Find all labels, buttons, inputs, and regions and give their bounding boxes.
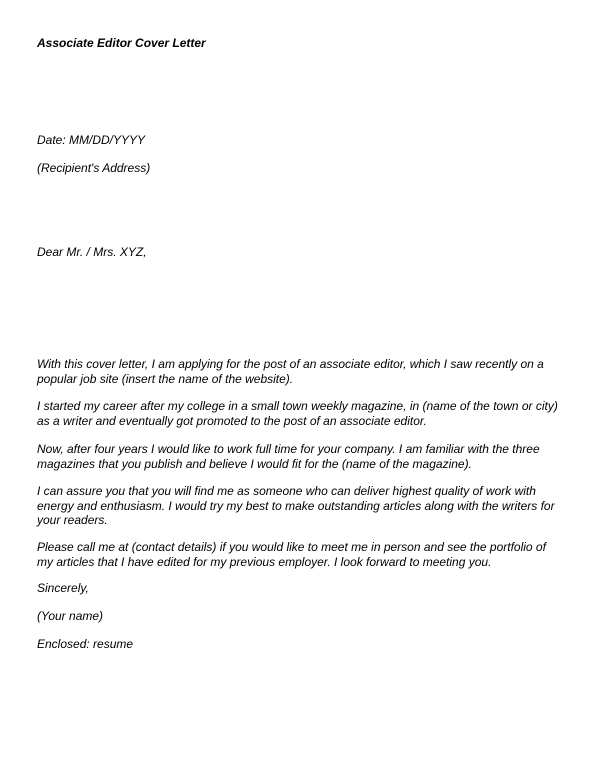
- paragraph-line: Please call me at (contact details) if you would like to meet me in person and see the portfolio of: [37, 540, 546, 554]
- paragraph-line: Now, after four years I would like to work full time for your company. I am familiar with the three: [37, 442, 540, 456]
- document-title: Associate Editor Cover Letter: [37, 36, 206, 50]
- paragraph-line: magazines that you publish and believe I would fit for the (name of the magazine).: [37, 456, 472, 471]
- paragraph-line: energy and enthusiasm. I would try my best to make outstanding articles along with the writers for: [37, 498, 555, 513]
- paragraph-line: as a writer and eventually got promoted to the post of an associate editor.: [37, 413, 427, 428]
- paragraph-line: I started my career after my college in a small town weekly magazine, in (name of the town or city): [37, 399, 558, 413]
- salutation: Dear Mr. / Mrs. XYZ,: [37, 245, 147, 259]
- recipient-address: (Recipient's Address): [37, 161, 151, 175]
- paragraph-line: With this cover letter, I am applying for the post of an associate editor, which I saw recently on a: [37, 357, 544, 371]
- paragraph-line: popular job site (insert the name of the website).: [37, 371, 294, 386]
- closing: Sincerely,: [37, 581, 89, 595]
- paragraph-line: I can assure you that you will find me as someone who can deliver highest quality of work with: [37, 484, 536, 498]
- paragraph-application: [37, 357, 567, 386]
- paragraph-intent: [37, 442, 567, 471]
- paragraph-line: my articles that I have edited for my previous employer. I look forward to meeting you.: [37, 554, 492, 569]
- signature: (Your name): [37, 609, 104, 623]
- paragraph-line: your readers.: [37, 513, 108, 527]
- date-line: Date: MM/DD/YYYY: [37, 133, 146, 147]
- enclosure-note: Enclosed: resume: [37, 637, 134, 651]
- paragraph-career: [37, 399, 567, 428]
- paragraph-assurance: [37, 484, 567, 528]
- paragraph-contact: [37, 540, 567, 569]
